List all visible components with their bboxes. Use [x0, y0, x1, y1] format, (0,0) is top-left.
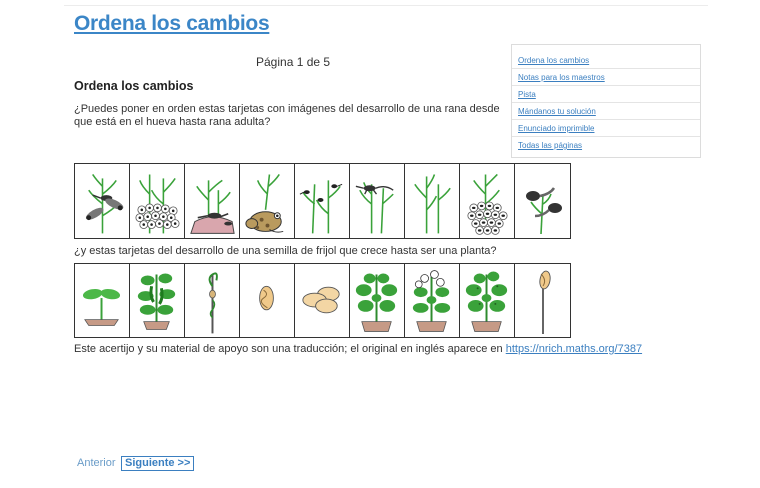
bean-seeds-icon[interactable]: [295, 264, 350, 337]
frogspawn-icon[interactable]: [130, 164, 185, 238]
bean-card-strip: [74, 263, 571, 338]
sidebar-nav: [511, 44, 701, 158]
tadpole-with-legs-icon[interactable]: [350, 164, 405, 238]
translation-note: [74, 343, 642, 355]
section-heading: Ordena los cambios: [74, 79, 194, 93]
bean-seed-icon[interactable]: [240, 264, 295, 337]
small-tadpoles-icon[interactable]: [295, 164, 350, 238]
sprouting-bean-icon[interactable]: [515, 264, 570, 337]
translation-note-text: Este acertijo y su material de apoyo son una traducción; el original en inglés aparece en: [74, 343, 503, 355]
adult-frog-icon[interactable]: [240, 164, 295, 238]
sidebar-link-solucion[interactable]: Mándanos tu solución: [512, 103, 700, 120]
previous-page-label: Anterior: [77, 457, 116, 469]
bean-question: ¿y estas tarjetas del desarrollo de una semilla de frijol que crece hasta ser una planta?: [74, 245, 497, 257]
bushy-bean-plant-icon[interactable]: [460, 264, 515, 337]
large-tadpoles-icon[interactable]: [515, 164, 570, 238]
climbing-stem-icon[interactable]: [185, 264, 240, 337]
page-title[interactable]: Ordena los cambios: [74, 12, 270, 35]
sidebar-link-notas[interactable]: Notas para los maestros: [512, 69, 700, 86]
leafy-bean-plant-icon[interactable]: [350, 264, 405, 337]
frog-card-strip: [74, 163, 571, 239]
bean-plant-with-pods-icon[interactable]: [130, 264, 185, 337]
sidebar-link-todas[interactable]: Todas las páginas: [518, 141, 583, 150]
seedling-icon[interactable]: [75, 264, 130, 337]
sidebar-link-ordena[interactable]: Ordena los cambios: [512, 52, 700, 69]
sidebar-link-imprimible[interactable]: Enunciado imprimible: [512, 120, 700, 137]
sidebar-link-pista[interactable]: Pista: [512, 86, 700, 103]
next-page-button[interactable]: Siguiente >>: [121, 456, 194, 471]
original-link[interactable]: https://nrich.maths.org/7387: [505, 343, 643, 355]
young-frog-on-rock-icon[interactable]: [185, 164, 240, 238]
flowering-bean-plant-icon[interactable]: [405, 264, 460, 337]
froglet-tadpoles-icon[interactable]: [75, 164, 130, 238]
top-divider: [64, 5, 708, 6]
page-indicator: Página 1 de 5: [256, 55, 331, 69]
frog-question: ¿Puedes poner en orden estas tarjetas con imágenes del desarrollo de una rana desde que está en el hueva hasta rana adulta?: [74, 103, 500, 128]
frogspawn-hatching-icon[interactable]: [460, 164, 515, 238]
reeds-icon[interactable]: [405, 164, 460, 238]
